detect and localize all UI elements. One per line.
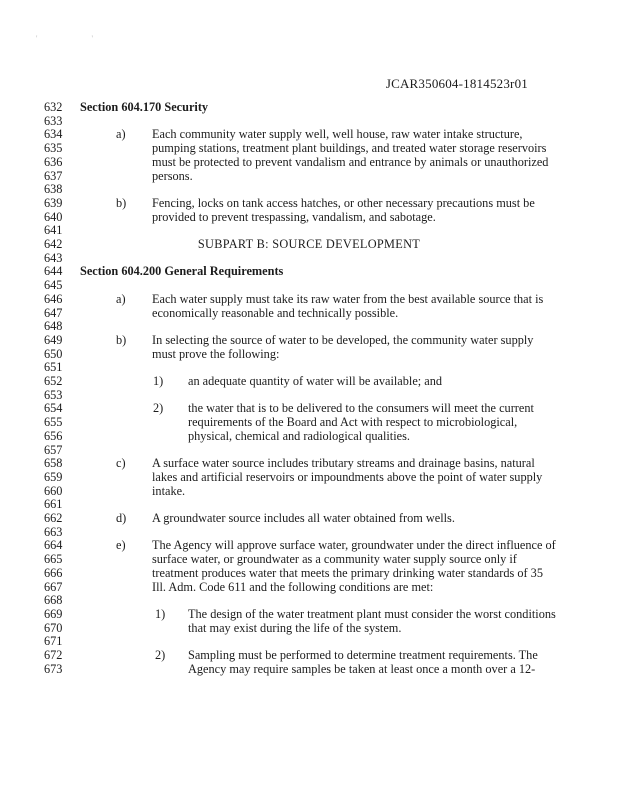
line-text: Each community water supply well, well house, raw water intake structure, [152,127,523,142]
line-text: pumping stations, treatment plant buildings, and treated water storage reservoirs [152,141,547,156]
line-text: must prove the following: [152,346,280,361]
text-line [0,511,618,525]
line-text: physical, chemical and radiological qualities. [188,428,410,443]
text-line [0,264,618,278]
item-label: c) [116,456,126,471]
text-line [0,155,618,169]
line-number: 635 [44,141,63,156]
item-label: 1) [153,374,164,388]
text-line [0,306,618,320]
text-line [0,470,618,484]
line-number: 654 [44,401,63,416]
line-number: 667 [44,579,63,594]
text-line [0,169,618,183]
item-label: b) [116,332,127,347]
text-line [0,278,618,292]
text-line [0,196,618,210]
text-line [0,292,618,306]
line-number: 663 [44,524,63,539]
item-label: 2) [153,401,164,416]
line-text: treatment produces water that meets the primary drinking water standards of 35 [152,565,543,580]
line-number: 645 [44,278,63,293]
line-number: 634 [44,127,63,142]
line-text: A groundwater source includes all water obtained from wells. [152,511,455,525]
line-text: economically reasonable and technically possible. [152,305,399,320]
line-number: 660 [44,483,63,498]
text-line [0,552,618,566]
line-number: 669 [44,606,63,621]
text-line [0,210,618,224]
section-heading: Section 604.170 Security [80,100,209,114]
line-text: an adequate quantity of water will be available; and [188,374,443,388]
text-line [0,182,618,196]
line-number: 664 [44,538,63,553]
text-line [0,401,618,415]
line-text: A surface water source includes tributary streams and drainage basins, natural [152,456,535,471]
line-number: 650 [44,346,63,361]
line-number: 642 [44,237,63,251]
item-label: 2) [155,648,166,662]
line-text: lakes and artificial reservoirs or impoundments above the point of water supply [152,469,543,484]
line-number: 666 [44,565,63,580]
line-text: persons. [152,168,193,183]
text-line [0,497,618,511]
line-number: 643 [44,250,63,265]
line-number: 649 [44,332,63,347]
scan-specks: ' ' [36,34,119,43]
text-line [0,388,618,402]
line-number: 668 [44,593,63,608]
line-number: 647 [44,305,63,320]
line-number: 661 [44,497,63,512]
line-number: 657 [44,442,63,457]
line-number: 636 [44,154,63,169]
line-number: 656 [44,428,63,443]
line-text: The design of the water treatment plant must consider the worst conditions [188,606,556,621]
line-number: 639 [44,195,63,210]
line-number: 659 [44,469,63,484]
line-text: The Agency will approve surface water, groundwater under the direct influence of [152,538,556,553]
text-line [0,634,618,648]
text-line [0,141,618,155]
section-heading: Section 604.200 General Requirements [80,264,284,279]
line-text: that may exist during the life of the system. [188,620,402,635]
text-line [0,251,618,265]
text-line [0,100,618,114]
line-text: requirements of the Board and Act with respect to microbiological, [188,415,518,430]
line-text: the water that is to be delivered to the consumers will meet the current [188,401,534,416]
line-number: 640 [44,209,63,224]
text-line [0,223,618,237]
line-number: 672 [44,648,63,662]
line-number: 671 [44,634,63,649]
line-text: must be protected to prevent vandalism and entrance by animals or unauthorized [152,154,549,169]
text-line [0,566,618,580]
line-number: 673 [44,661,63,676]
line-text: Sampling must be performed to determine treatment requirements. The [188,648,538,662]
line-number: 652 [44,374,63,388]
text-line [0,347,618,361]
line-text: Fencing, locks on tank access hatches, or other necessary precautions must be [152,195,535,210]
line-number: 646 [44,291,63,306]
text-line [0,114,618,128]
line-number: 638 [44,182,63,197]
line-number: 644 [44,264,63,279]
line-number: 641 [44,223,63,238]
item-label: e) [116,538,126,553]
text-line [0,525,618,539]
text-line [0,429,618,443]
text-line [0,415,618,429]
item-label: d) [116,511,127,525]
text-line [0,319,618,333]
line-number: 655 [44,415,63,430]
text-line [0,127,618,141]
line-number: 633 [44,113,63,128]
item-label: a) [116,127,126,142]
text-line [0,443,618,457]
line-text: intake. [152,483,186,498]
line-text: surface water, or groundwater as a community water supply source only if [152,552,517,567]
line-number: 651 [44,360,63,375]
text-line [0,456,618,470]
text-line [0,580,618,594]
item-label: b) [116,195,127,210]
line-text: Each water supply must take its raw water from the best available source that is [152,291,544,306]
document-id: JCAR350604-1814523r01 [385,76,528,91]
text-line [0,593,618,607]
line-number: 662 [44,511,63,525]
text-line [0,237,618,251]
line-number: 632 [44,100,63,114]
line-text: provided to prevent trespassing, vandalism, and sabotage. [152,209,436,224]
line-number: 670 [44,620,63,635]
text-line [0,333,618,347]
line-number: 653 [44,387,63,402]
text-line [0,662,618,676]
line-number: 665 [44,552,63,567]
text-line [0,374,618,388]
text-line [0,538,618,552]
line-number: 658 [44,456,63,471]
text-line [0,607,618,621]
text-line [0,484,618,498]
line-text: Agency may require samples be taken at least once a month over a 12- [188,661,536,676]
line-text: Ill. Adm. Code 611 and the following conditions are met: [152,579,434,594]
line-number: 648 [44,319,63,334]
text-line [0,621,618,635]
text-line [0,360,618,374]
item-label: 1) [155,606,166,621]
item-label: a) [116,291,126,306]
text-line [0,648,618,662]
line-text: In selecting the source of water to be developed, the community water supply [152,332,534,347]
line-number: 637 [44,168,63,183]
subpart-heading: SUBPART B: SOURCE DEVELOPMENT [197,237,421,251]
